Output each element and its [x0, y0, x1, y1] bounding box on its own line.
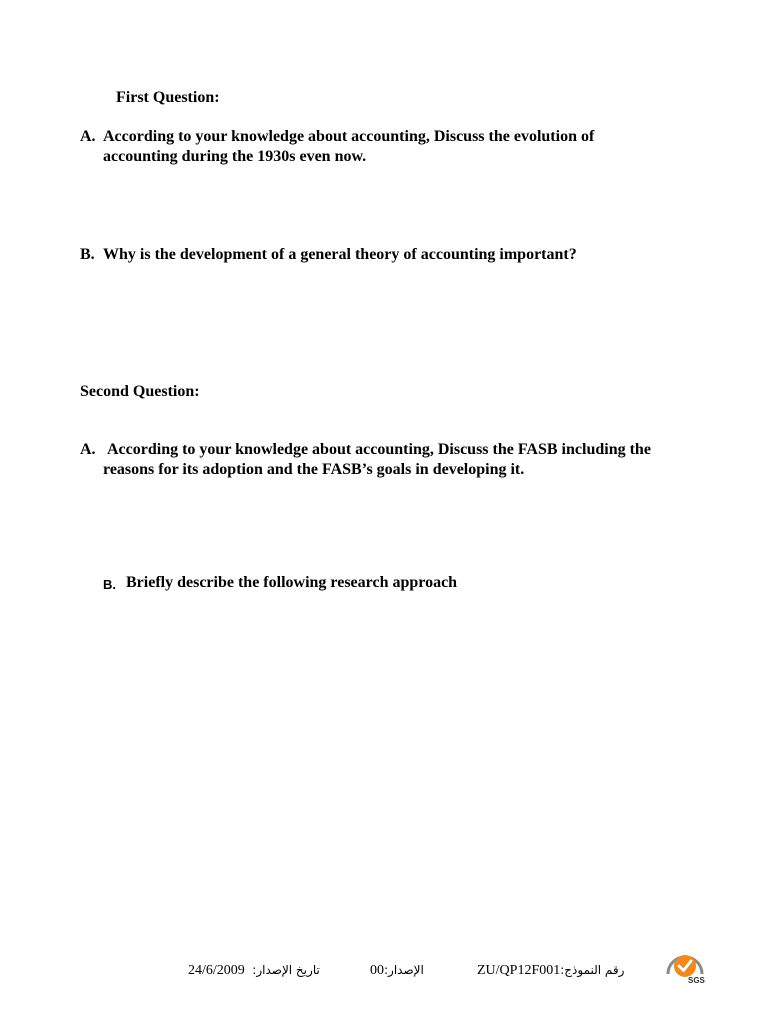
- issue-date: [188, 961, 320, 980]
- sgs-logo-text: SGS: [688, 976, 705, 984]
- item-marker: B.: [80, 246, 95, 263]
- item-text: Why is the development of a general theory of accounting important?: [103, 246, 577, 263]
- issue-number-value: 00: [370, 963, 384, 978]
- form-number-label: رقم النموذج:: [560, 963, 625, 977]
- second-question-part-a: [80, 440, 680, 480]
- form-number-value: ZU/QP12F001: [477, 963, 561, 978]
- second-question-part-b: [103, 573, 663, 593]
- item-marker: A.: [80, 128, 96, 145]
- item-marker: B.: [103, 577, 116, 592]
- item-text: According to your knowledge about accounting, Discuss the evolution of accounting during the 1930s even now.: [103, 128, 595, 165]
- first-question-part-b: [80, 245, 700, 265]
- item-text: Briefly describe the following research approach: [126, 574, 458, 591]
- form-number: [477, 961, 624, 980]
- issue-number-label: الإصدار:: [384, 963, 424, 977]
- issue-date-label: تاريخ الإصدار:: [252, 963, 320, 977]
- first-question-part-a: [80, 127, 670, 167]
- second-question-heading: Second Question:: [80, 383, 200, 400]
- item-text: According to your knowledge about accounting, Discuss the FASB including the reasons for its adoption and the FASB’s goals in developing it.: [103, 441, 651, 478]
- check-circle-icon: [674, 955, 696, 977]
- first-question-heading: First Question:: [116, 89, 220, 106]
- issue-number: [370, 961, 424, 980]
- issue-date-value: 24/6/2009: [188, 963, 245, 978]
- item-marker: A.: [80, 441, 96, 458]
- sgs-certification-logo: [662, 944, 708, 984]
